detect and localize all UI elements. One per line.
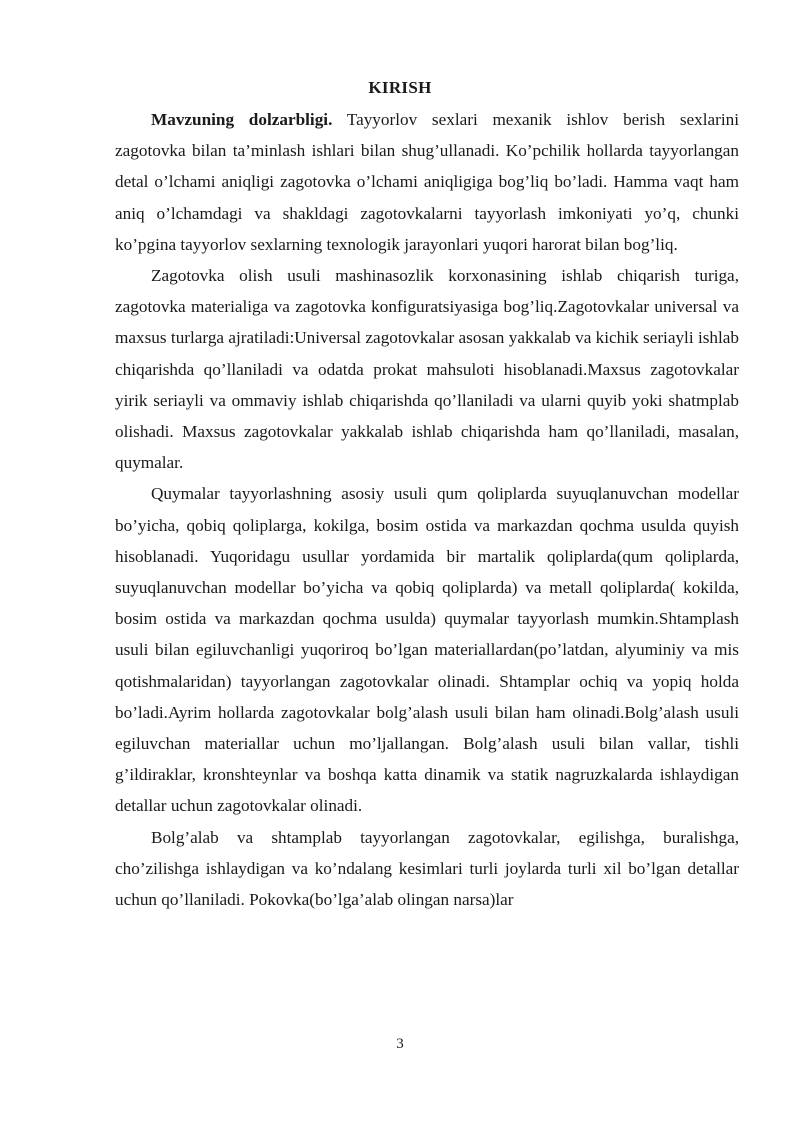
paragraph-text: Quymalar tayyorlashning asosiy usuli qum qoliplarda suyuqlanuvchan modellar bo’yicha, qobiq qoliplarga, kokilga, bosim ostida va markazdan qochma usulda quyish hisoblanadi. Yuqoridagu usullar yordamida bir martalik qoliplarda(qum qoliplarda, suyuqlanuvchan modellar bo’yicha va qobiq qoliplarda) va metall qoliplarda( kokilda, bosim ostida va markazdan qochma usulda) quymalar tayyorlash mumkin.Shtamplash usuli bilan egiluvchanligi yuqoriroq bo’lgan materiallardan(po’latdan, alyuminiy va mis qotishmalaridan) tayyorlangan zagotovkalar olinadi. Shtamplar ochiq va yopiq holda bo’ladi.Ayrim hollarda zagotovkalar bolg’alash usuli bilan ham olinadi.Bolg’alash usuli egiluvchan materiallar uchun mo’ljallangan. Bolg’alash usuli bilan vallar, tishli g’ildiraklar, kronshteynlar va boshqa katta dinamik va statik nagruzkalarda ishlaydigan detallar uchun zagotovkalar olinadi. bbox=[115, 484, 739, 816]
paragraph-blank-methods bbox=[115, 260, 739, 478]
paragraph-text: Bolg’alab va shtamplab tayyorlangan zagotovkalar, egilishga, buralishga, cho’zilishga ishlaydigan va ko’ndalang kesimlari turli joylarda turli xil bo’lgan detallar uchun qo’llaniladi. Pokovka(bo’lga’alab olingan narsa)lar bbox=[115, 827, 739, 910]
page-title: KIRISH bbox=[368, 78, 432, 97]
paragraph-forging bbox=[115, 822, 739, 916]
paragraph-lead: Mavzuning dolzarbligi. bbox=[151, 110, 333, 129]
paragraph-relevance bbox=[115, 104, 739, 260]
paragraph-text: Tayyorlov sexlari mexanik ishlov berish sexlarini zagotovka bilan ta’minlash ishlari bilan shug’ullanadi. Ko’pchilik hollarda tayyorlangan detal o’lchami aniqligi zagotovka o’lchami aniqligiga bog’liq bo’ladi. Hamma vaqt ham aniq o’lchamdagi va shakldagi zagotovkalarni tayyorlash imkoniyati yo’q, chunki ko’pgina tayyorlov sexlarning texnologik jarayonlari yuqori harorat bilan bog’liq. bbox=[115, 110, 740, 254]
page-number: 3 bbox=[396, 1036, 404, 1052]
paragraph-text: Zagotovka olish usuli mashinasozlik korxonasining ishlab chiqarish turiga, zagotovka materialiga va zagotovka konfiguratsiyasiga bog’liq.Zagotovkalar universal va maxsus turlarga ajratiladi:Universal zagotovkalar asosan yakkalab va kichik seriayli ishlab chiqarishda qo’llaniladi va odatda prokat mahsuloti hisoblanadi.Maxsus zagotovkalar yirik seriayli va ommaviy ishlab chiqarishda qo’llaniladi va ularni quyib yoki shatmplab olishadi. Maxsus zagotovkalar yakkalab ishlab chiqarishda ham qo’llaniladi, masalan, quymalar. bbox=[115, 266, 739, 473]
paragraph-casting bbox=[115, 478, 739, 821]
document-body bbox=[115, 104, 739, 915]
